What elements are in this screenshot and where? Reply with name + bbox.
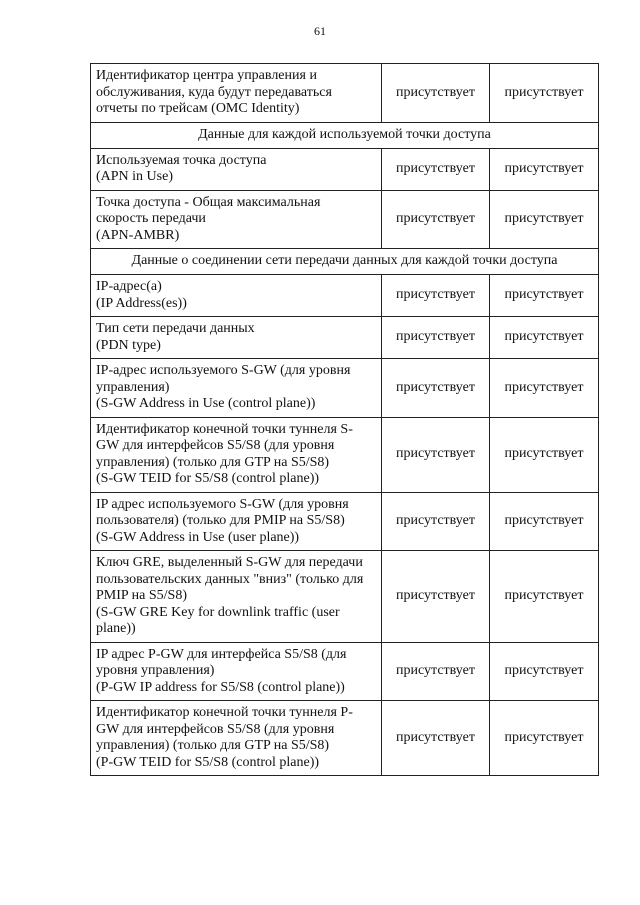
table-row	[91, 190, 599, 249]
description-line: (S-GW Address in Use (user plane))	[96, 529, 300, 545]
presence-value-2: присутствует	[490, 190, 599, 249]
parameter-description	[91, 317, 382, 359]
presence-value-1: присутствует	[382, 190, 490, 249]
description-line: (IP Address(es))	[96, 295, 187, 311]
description-line: (PDN type)	[96, 337, 161, 353]
description-line: управления) (только для GTP на S5/S8)	[96, 738, 330, 753]
page-number: 61	[314, 24, 326, 38]
presence-value-2: присутствует	[490, 148, 599, 190]
parameter-description	[91, 551, 382, 643]
presence-value-1: присутствует	[382, 417, 490, 492]
description-line: (APN in Use)	[96, 169, 173, 184]
description-line: Идентификатор центра управления и	[96, 68, 317, 83]
presence-value-1: присутствует	[382, 359, 490, 418]
presence-value-1: присутствует	[382, 492, 490, 551]
section-title: Данные для каждой используемой точки доступа	[91, 122, 599, 148]
section-header-row	[91, 122, 599, 148]
table-row	[91, 417, 599, 492]
presence-value-2: присутствует	[490, 275, 599, 317]
description-line: уровня управления)	[96, 663, 215, 678]
description-line: IP-адрес(а)	[96, 279, 162, 294]
presence-value-1: присутствует	[382, 642, 490, 701]
table-row	[91, 317, 599, 359]
presence-value-1: присутствует	[382, 275, 490, 317]
presence-value-2: присутствует	[490, 642, 599, 701]
description-line: (APN-AMBR)	[96, 227, 180, 243]
presence-value-1: присутствует	[382, 64, 490, 123]
presence-value-2: присутствует	[490, 359, 599, 418]
parameter-description	[91, 190, 382, 249]
description-line: (P-GW TEID for S5/S8 (control plane))	[96, 754, 320, 770]
parameter-description	[91, 701, 382, 776]
description-line: (S-GW GRE Key for downlink traffic (user	[96, 604, 340, 620]
table-row	[91, 64, 599, 123]
description-line: IP адрес используемого S-GW (для уровня	[96, 496, 349, 512]
parameter-description	[91, 148, 382, 190]
description-line: Идентификатор конечной точки туннеля P-	[96, 705, 353, 720]
description-line: пользователя) (только для PMIP на S5/S8)	[96, 513, 345, 528]
table-row	[91, 492, 599, 551]
parameter-description	[91, 359, 382, 418]
description-line: Тип сети передачи данных	[96, 321, 255, 336]
table-row	[91, 551, 599, 643]
description-line: PMIP на S5/S8)	[96, 588, 187, 603]
description-line: (P-GW IP address for S5/S8 (control plane))	[96, 679, 345, 695]
parameter-description	[91, 64, 382, 123]
description-line: пользовательских данных "вниз" (только для	[96, 571, 364, 587]
description-line: Точка доступа - Общая максимальная	[96, 194, 321, 210]
table-body	[91, 64, 599, 776]
parameter-description	[91, 275, 382, 317]
description-line: (S-GW TEID for S5/S8 (control plane))	[96, 471, 320, 486]
table-row	[91, 701, 599, 776]
table-row	[91, 148, 599, 190]
section-title: Данные о соединении сети передачи данных для каждой точки доступа	[91, 249, 599, 275]
description-line: управления)	[96, 379, 170, 395]
description-line: Используемая точка доступа	[96, 152, 267, 168]
description-line: IP адрес P-GW для интерфейса S5/S8 (для	[96, 646, 347, 662]
presence-value-2: присутствует	[490, 417, 599, 492]
description-line: GW для интерфейсов S5/S8 (для уровня	[96, 438, 335, 453]
parameter-description	[91, 417, 382, 492]
presence-value-1: присутствует	[382, 701, 490, 776]
parameter-description	[91, 642, 382, 701]
section-header-row	[91, 249, 599, 275]
table-row	[91, 275, 599, 317]
presence-value-2: присутствует	[490, 492, 599, 551]
data-table	[90, 63, 599, 776]
presence-value-2: присутствует	[490, 317, 599, 359]
table-row	[91, 642, 599, 701]
description-line: (S-GW Address in Use (control plane))	[96, 396, 316, 411]
presence-value-2: присутствует	[490, 701, 599, 776]
description-line: GW для интерфейсов S5/S8 (для уровня	[96, 721, 335, 737]
table-row	[91, 359, 599, 418]
description-line: IP-адрес используемого S-GW (для уровня	[96, 363, 351, 378]
description-line: Идентификатор конечной точки туннеля S-	[96, 421, 353, 437]
description-line: управления) (только для GTP на S5/S8)	[96, 454, 330, 470]
description-line: отчеты по трейсам (OMC Identity)	[96, 101, 300, 116]
presence-value-1: присутствует	[382, 551, 490, 643]
description-line: plane))	[96, 621, 136, 636]
presence-value-2: присутствует	[490, 64, 599, 123]
presence-value-2: присутствует	[490, 551, 599, 643]
description-line: обслуживания, куда будут передаваться	[96, 84, 332, 100]
description-line: скорость передачи	[96, 211, 206, 226]
parameter-description	[91, 492, 382, 551]
presence-value-1: присутствует	[382, 148, 490, 190]
description-line: Ключ GRE, выделенный S-GW для передачи	[96, 555, 363, 570]
presence-value-1: присутствует	[382, 317, 490, 359]
